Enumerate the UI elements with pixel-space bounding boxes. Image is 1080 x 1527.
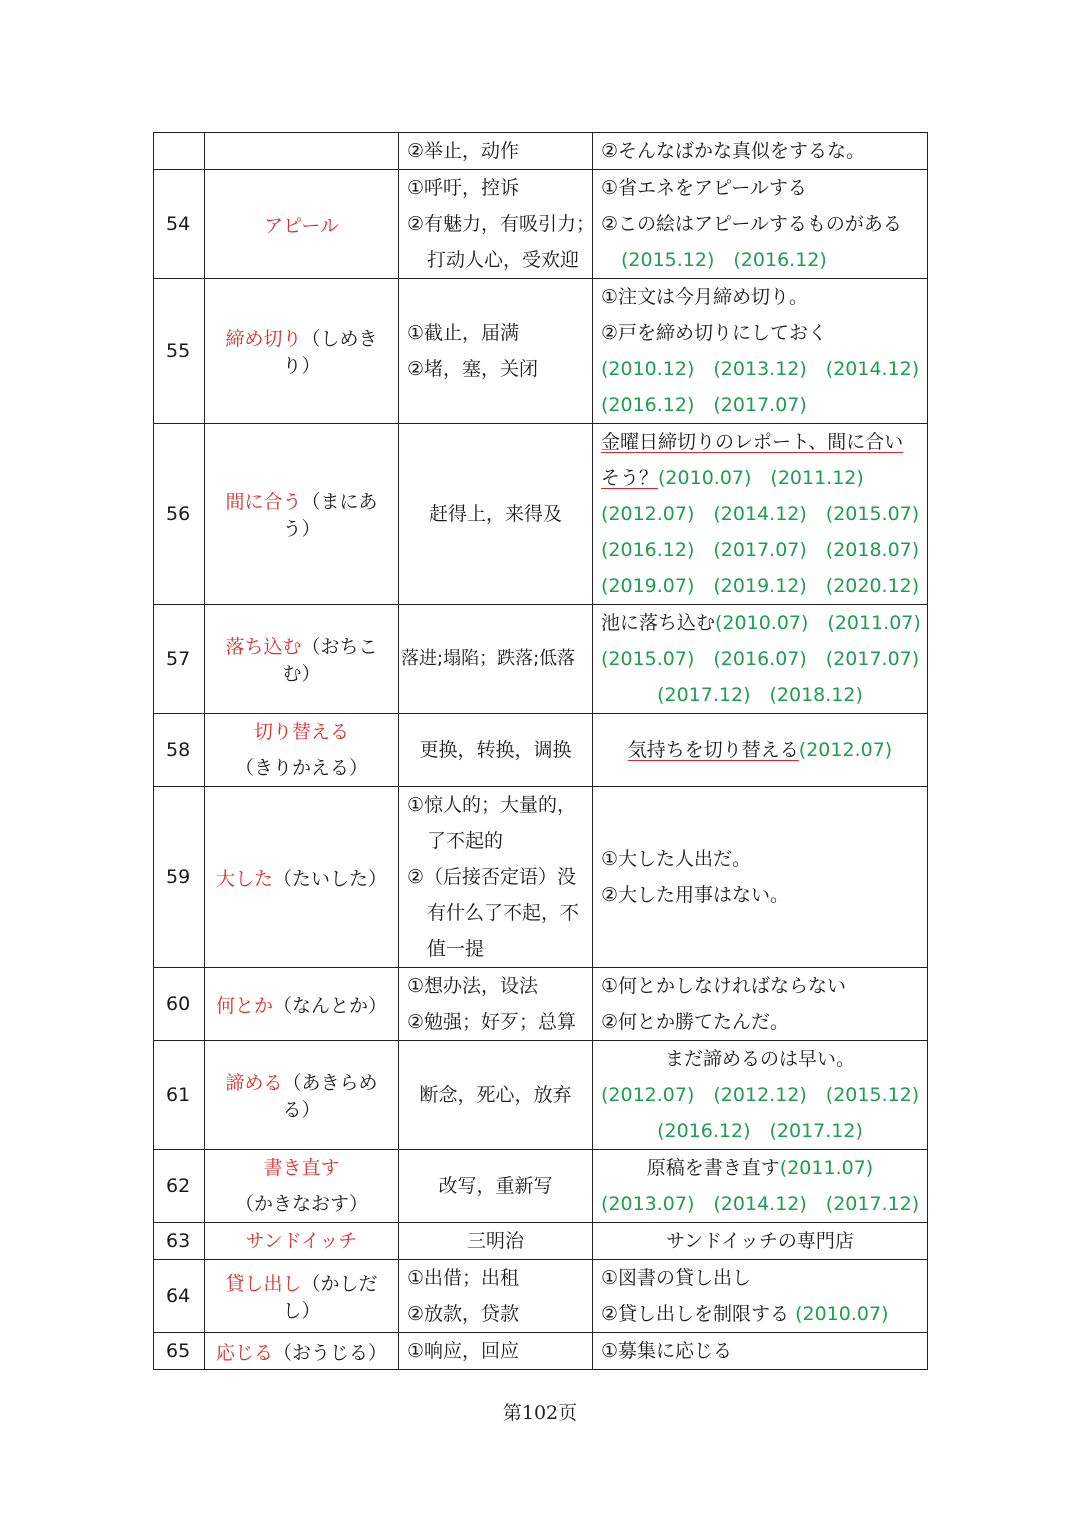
row-number: 62 [154,1150,205,1223]
meaning-cell [399,170,596,279]
example-line: 池に落ち込む [601,612,716,634]
table-row [154,714,928,787]
example-cell [593,605,928,714]
meaning-line: 落进;塌陷；跌落;低落 [401,648,576,669]
example-cell [593,1260,928,1333]
example-cell [593,787,928,968]
meaning-line: ①惊人的；大量的， [407,794,577,816]
exam-years: (2011.07) [779,1157,874,1179]
exam-years: (2017.12) (2018.12) [657,684,863,706]
meaning-line: ①想办法，设法 [407,975,539,997]
word-cell [205,170,399,279]
keyword: 間に合う [225,491,302,513]
table-row [154,1333,928,1370]
example-line: 原稿を書き直す [646,1157,780,1179]
reading: （まにあう） [282,491,378,540]
meaning-cell [399,787,593,968]
meaning-line: ①截止，届满 [407,322,520,344]
exam-years: (2016.12) (2017.07) [601,394,807,416]
reading: （しめきり） [282,328,378,377]
meaning-cell [399,279,593,424]
row-number [154,133,205,170]
meaning-line: 有什么了不起，不 [427,902,580,924]
row-number: 61 [154,1041,205,1150]
reading: （きりかえる） [234,757,368,779]
example-line: 気持ちを切り替える [627,739,799,761]
word-cell [205,1150,399,1223]
exam-years: (2015.12) (2016.12) [621,249,827,271]
word-cell [205,605,399,714]
example-cell [593,279,928,424]
meaning-line: 值一提 [427,938,485,960]
exam-years: (2010.07) (2011.12) [658,467,864,489]
table-row [154,1223,928,1260]
example-cell [593,1333,928,1370]
word-cell [205,968,399,1041]
meaning-line: ②放款，贷款 [407,1303,520,1325]
reading: （たいした） [273,867,388,890]
example-line: ①何とかしなければならない [601,975,847,997]
keyword: 貸し出し [225,1273,302,1295]
example-line: まだ諦めるのは早い。 [664,1048,855,1070]
meaning-cell [399,1223,593,1260]
word-cell [205,424,399,605]
meaning-cell [399,1150,593,1223]
keyword: 大した [215,867,273,890]
meaning-line: ②勉强；好歹；总算 [407,1011,577,1033]
reading: （かきなおす） [234,1193,368,1215]
example-line: ①大した人出だ。 [601,848,752,870]
word-cell [205,787,399,968]
example-cell [593,1150,928,1223]
keyword: アピール [264,214,339,237]
row-number: 56 [154,424,205,605]
word-cell [205,1223,399,1260]
meaning-cell [399,133,593,170]
table-row [154,279,928,424]
table-row [154,787,928,968]
exam-years: (2015.07) (2016.07) (2017.07) [601,648,920,670]
example-line: ②貸し出しを制限する [601,1303,790,1325]
row-number: 54 [154,170,205,279]
meaning-line: 赶得上，来得及 [428,503,562,525]
keyword: 何とか [215,994,273,1017]
meaning-line: ①出借；出租 [407,1267,520,1289]
exam-years: (2010.07) (2011.07) [715,612,921,634]
row-number: 64 [154,1260,205,1333]
reading: （おちこむ） [282,636,378,685]
example-cell [593,170,928,279]
reading: （かしだし） [282,1273,378,1322]
word-cell [205,1041,399,1150]
exam-years: (2012.07) [798,739,893,761]
table-row [154,605,928,714]
example-line: ②この絵はアピールするものがある [601,213,902,235]
table-row [154,1041,928,1150]
meaning-cell [399,424,593,605]
row-number: 60 [154,968,205,1041]
keyword: 諦める [225,1072,283,1094]
meaning-line: 改写，重新写 [438,1175,553,1197]
meaning-line: 打动人心，受欢迎 [427,249,580,271]
meaning-line: 更换，转换，调换 [419,739,572,761]
row-number: 65 [154,1333,205,1370]
word-cell [205,1260,399,1333]
exam-years: (2012.07) (2014.12) (2015.07) [601,503,920,525]
keyword: 締め切り [225,328,302,350]
example-cell [593,968,928,1041]
example-line: ①図書の貸し出し [601,1267,752,1289]
reading: （おうじる） [273,1341,388,1364]
table-row [154,1260,928,1333]
keyword: 書き直す [263,1157,340,1179]
word-cell [205,133,399,170]
meaning-line: ②（后接否定语）没 [407,866,577,888]
example-line: サンドイッチの専門店 [666,1230,854,1252]
exam-years: (2019.07) (2019.12) (2020.12) [601,575,920,597]
keyword: 応じる [215,1341,273,1364]
meaning-cell [399,1333,593,1370]
word-cell [205,714,399,787]
meaning-cell [399,968,593,1041]
word-cell [205,1333,399,1370]
meaning-cell [399,1260,593,1333]
meaning-cell [399,714,593,787]
meaning-line: 断念，死心，放弃 [419,1084,572,1106]
example-line: ②そんなばかな真似をするな。 [601,140,866,162]
meaning-line: ②举止，动作 [407,140,520,162]
exam-years: (2016.12) (2017.07) (2018.07) [601,539,920,561]
example-line: ①省エネをアピールする [601,177,807,199]
example-cell [593,714,928,787]
exam-years: (2010.12) (2013.12) (2014.12) [601,358,920,380]
table-row [154,170,928,279]
exam-years: (2010.07) [795,1303,889,1325]
row-number: 63 [154,1223,205,1260]
example-line: 金曜日締切りのレポート、間に合い [601,431,904,453]
example-cell [593,1041,928,1150]
row-number: 58 [154,714,205,787]
meaning-cell [399,1041,593,1150]
keyword: サンドイッチ [245,1230,358,1252]
meaning-line: ①呼吁，控诉 [407,177,520,199]
row-number: 57 [154,605,205,714]
page-number: 第102页 [502,1402,578,1424]
meaning-line: ②堵，塞，关闭 [407,358,539,380]
exam-years: (2016.12) (2017.12) [657,1120,863,1142]
example-line: ②戸を締め切りにしておく [601,322,828,344]
keyword: 落ち込む [225,636,302,658]
example-cell [593,133,928,170]
reading: （なんとか） [273,994,388,1017]
meaning-line: ①响应，回应 [407,1340,520,1362]
meaning-cell [399,605,593,714]
meaning-line: ②有魅力，有吸引力； [407,213,596,235]
table-row [154,1150,928,1223]
example-line: そう？ [601,467,659,489]
meaning-line: 三明治 [466,1230,524,1252]
example-cell [593,424,928,605]
table-row [154,133,928,170]
reading: （あきらめる） [282,1072,378,1121]
row-number: 55 [154,279,205,424]
meaning-line: 了不起的 [427,830,504,852]
row-number: 59 [154,787,205,968]
example-cell [593,1223,928,1260]
exam-years: (2012.07) (2012.12) (2015.12) [601,1084,920,1106]
example-line: ①募集に応じる [601,1340,733,1362]
table-row [154,424,928,605]
word-cell [205,279,399,424]
vocab-table [153,132,928,1370]
example-line: ②何とか勝てたんだ。 [601,1011,790,1033]
keyword: 切り替える [253,721,349,743]
example-line: ②大した用事はない。 [601,884,790,906]
table-row [154,968,928,1041]
exam-years: (2013.07) (2014.12) (2017.12) [601,1193,920,1215]
example-line: ①注文は今月締め切り。 [601,286,809,308]
